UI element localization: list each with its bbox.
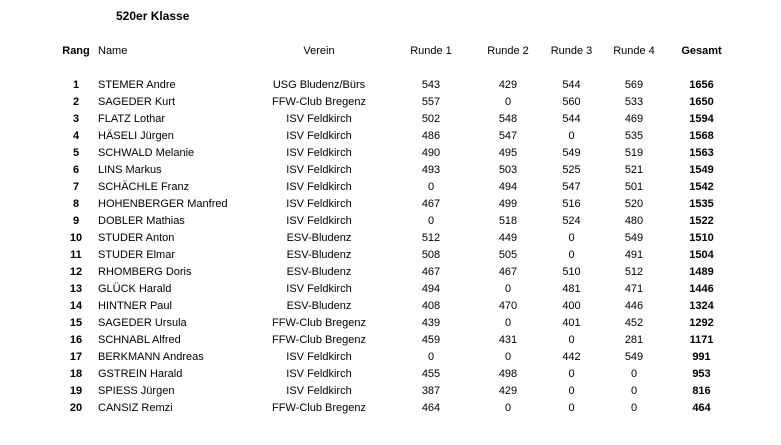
cell-runde-4: 0 (630, 401, 638, 414)
cell-name: STUDER Anton (98, 231, 175, 244)
cell-name: STEMER Andre (98, 78, 176, 91)
cell-runde-2: 449 (498, 231, 518, 244)
cell-runde-1: 0 (427, 214, 435, 227)
cell-verein: ISV Feldkirch (286, 214, 352, 227)
table-row (58, 195, 738, 212)
cell-runde-1: 494 (421, 282, 441, 295)
cell-runde-4: 535 (624, 129, 644, 142)
cell-runde-1: 0 (427, 180, 435, 193)
cell-runde-3: 0 (568, 248, 575, 261)
cell-verein: ISV Feldkirch (286, 146, 352, 159)
cell-rang: 15 (69, 316, 83, 329)
cell-rang: 8 (72, 197, 80, 210)
cell-runde-2: 431 (498, 333, 518, 346)
cell-runde-2: 0 (504, 350, 512, 363)
cell-runde-1: 493 (421, 163, 441, 176)
cell-runde-1: 408 (421, 299, 441, 312)
cell-rang: 20 (69, 401, 83, 414)
cell-rang: 12 (69, 265, 83, 278)
header-runde-2: Runde 2 (487, 45, 529, 57)
cell-name: SPIESS Jürgen (98, 384, 175, 397)
cell-runde-2: 494 (498, 180, 518, 193)
cell-runde-3: 0 (568, 333, 575, 346)
cell-runde-2: 0 (504, 95, 512, 108)
table-row (58, 229, 738, 246)
cell-runde-1: 512 (421, 231, 441, 244)
cell-verein: ISV Feldkirch (286, 163, 352, 176)
cell-runde-2: 470 (498, 299, 518, 312)
cell-runde-2: 547 (498, 129, 518, 142)
header-spacer (58, 62, 738, 76)
table-row (58, 144, 738, 161)
cell-verein: ISV Feldkirch (286, 367, 352, 380)
table-row (58, 297, 738, 314)
cell-gesamt: 1489 (689, 265, 714, 278)
cell-verein: FFW-Club Bregenz (272, 316, 366, 329)
cell-runde-2: 429 (498, 78, 518, 91)
cell-runde-3: 0 (568, 129, 575, 142)
header-runde-1: Runde 1 (410, 45, 452, 57)
cell-name: RHOMBERG Doris (98, 265, 192, 278)
cell-name: SAGEDER Ursula (98, 316, 187, 329)
cell-runde-3: 525 (562, 163, 581, 176)
cell-runde-1: 557 (421, 95, 441, 108)
cell-runde-4: 281 (624, 333, 644, 346)
cell-verein: ISV Feldkirch (286, 350, 352, 363)
cell-runde-1: 467 (421, 197, 441, 210)
cell-gesamt: 991 (692, 350, 711, 363)
cell-runde-3: 442 (562, 350, 581, 363)
cell-runde-4: 533 (624, 95, 644, 108)
table-row (58, 161, 738, 178)
cell-runde-3: 510 (562, 265, 581, 278)
cell-runde-2: 467 (498, 265, 518, 278)
cell-name: SCHÄCHLE Franz (98, 180, 190, 193)
header-row (58, 40, 738, 62)
header-rang: Rang (62, 45, 90, 57)
cell-runde-2: 548 (498, 112, 518, 125)
cell-rang: 9 (72, 214, 80, 227)
cell-runde-3: 401 (562, 316, 581, 329)
cell-verein: USG Bludenz/Bürs (272, 78, 366, 91)
cell-runde-1: 439 (421, 316, 441, 329)
cell-runde-4: 452 (624, 316, 644, 329)
cell-rang: 14 (69, 299, 83, 312)
cell-verein: ISV Feldkirch (286, 282, 352, 295)
cell-gesamt: 1446 (689, 282, 714, 295)
page-title: 520er Klasse (116, 9, 190, 23)
cell-runde-2: 503 (498, 163, 518, 176)
cell-runde-4: 480 (624, 214, 644, 227)
cell-runde-3: 481 (562, 282, 581, 295)
cell-name: GLÜCK Harald (98, 282, 172, 295)
cell-runde-3: 0 (568, 401, 575, 414)
cell-runde-4: 549 (624, 350, 644, 363)
cell-runde-1: 464 (421, 401, 441, 414)
cell-gesamt: 1324 (689, 299, 714, 312)
cell-runde-1: 490 (421, 146, 441, 159)
cell-runde-3: 0 (568, 231, 575, 244)
cell-runde-4: 0 (630, 367, 638, 380)
cell-rang: 5 (72, 146, 80, 159)
cell-rang: 1 (72, 78, 80, 91)
cell-verein: FFW-Club Bregenz (272, 333, 366, 346)
table-row (58, 331, 738, 348)
table-row (58, 127, 738, 144)
cell-runde-4: 512 (624, 265, 644, 278)
cell-gesamt: 1542 (689, 180, 714, 193)
table-body (58, 62, 738, 416)
cell-runde-2: 0 (504, 401, 512, 414)
cell-name: STUDER Elmar (98, 248, 176, 261)
cell-runde-2: 498 (498, 367, 518, 380)
cell-gesamt: 1656 (689, 78, 714, 91)
header-runde-3: Runde 3 (550, 45, 593, 57)
header-name: Name (98, 45, 128, 57)
cell-runde-3: 544 (562, 112, 581, 125)
cell-runde-2: 0 (504, 282, 512, 295)
cell-rang: 10 (69, 231, 83, 244)
cell-runde-2: 518 (498, 214, 518, 227)
cell-gesamt: 1171 (689, 333, 714, 346)
cell-rang: 6 (72, 163, 80, 176)
cell-runde-1: 543 (421, 78, 441, 91)
header-verein: Verein (303, 45, 335, 57)
table-row (58, 280, 738, 297)
cell-runde-4: 469 (624, 112, 644, 125)
table-row (58, 93, 738, 110)
cell-name: SAGEDER Kurt (98, 95, 176, 108)
cell-runde-4: 501 (624, 180, 644, 193)
cell-runde-4: 446 (624, 299, 644, 312)
cell-runde-4: 569 (624, 78, 644, 91)
cell-gesamt: 1549 (689, 163, 714, 176)
cell-verein: ESV-Bludenz (286, 231, 352, 244)
cell-rang: 17 (69, 350, 83, 363)
cell-runde-2: 0 (504, 316, 512, 329)
cell-name: BERKMANN Andreas (98, 350, 204, 363)
table-row (58, 348, 738, 365)
table-row (58, 399, 738, 416)
cell-rang: 16 (69, 333, 83, 346)
cell-name: HINTNER Paul (98, 299, 172, 312)
cell-gesamt: 1504 (689, 248, 714, 261)
cell-runde-1: 467 (421, 265, 441, 278)
table-row (58, 263, 738, 280)
cell-gesamt: 1594 (689, 112, 714, 125)
cell-runde-3: 547 (562, 180, 581, 193)
cell-rang: 19 (69, 384, 83, 397)
cell-verein: ESV-Bludenz (286, 299, 352, 312)
cell-runde-1: 508 (421, 248, 441, 261)
cell-runde-1: 502 (421, 112, 441, 125)
table-row (58, 110, 738, 127)
cell-gesamt: 464 (692, 401, 711, 414)
cell-runde-2: 495 (498, 146, 518, 159)
cell-runde-4: 521 (624, 163, 644, 176)
cell-name: DOBLER Mathias (98, 214, 185, 227)
cell-runde-1: 486 (421, 129, 441, 142)
cell-runde-3: 400 (562, 299, 581, 312)
table-row (58, 365, 738, 382)
cell-name: SCHNABL Alfred (98, 333, 181, 346)
cell-verein: ISV Feldkirch (286, 129, 352, 142)
cell-name: HOHENBERGER Manfred (98, 197, 228, 210)
cell-verein: FFW-Club Bregenz (272, 401, 366, 414)
table-row (58, 382, 738, 399)
cell-gesamt: 1650 (689, 95, 714, 108)
table-row (58, 314, 738, 331)
cell-name: HÄSELI Jürgen (98, 129, 174, 142)
cell-verein: ISV Feldkirch (286, 112, 352, 125)
table-row (58, 212, 738, 229)
cell-gesamt: 1563 (689, 146, 714, 159)
header-runde-4: Runde 4 (613, 45, 655, 57)
cell-verein: ISV Feldkirch (286, 197, 352, 210)
cell-rang: 2 (72, 95, 80, 108)
cell-verein: FFW-Club Bregenz (272, 95, 366, 108)
results-table (58, 40, 738, 416)
cell-runde-3: 549 (562, 146, 581, 159)
cell-runde-4: 491 (624, 248, 644, 261)
cell-runde-3: 0 (568, 384, 575, 397)
cell-runde-2: 505 (498, 248, 518, 261)
cell-verein: ISV Feldkirch (286, 180, 352, 193)
cell-runde-4: 520 (624, 197, 644, 210)
cell-runde-1: 459 (421, 333, 441, 346)
cell-runde-1: 0 (427, 350, 435, 363)
cell-gesamt: 1510 (689, 231, 714, 244)
cell-name: CANSIZ Remzi (98, 401, 173, 414)
table-row (58, 246, 738, 263)
cell-gesamt: 1292 (689, 316, 714, 329)
cell-runde-4: 0 (630, 384, 638, 397)
cell-name: LINS Markus (98, 163, 162, 176)
cell-name: FLATZ Lothar (98, 112, 166, 125)
cell-gesamt: 1568 (689, 129, 714, 142)
cell-name: SCHWALD Melanie (98, 146, 195, 159)
cell-runde-3: 560 (562, 95, 581, 108)
cell-runde-2: 429 (498, 384, 518, 397)
cell-verein: ISV Feldkirch (286, 384, 352, 397)
cell-runde-3: 0 (568, 367, 575, 380)
cell-runde-4: 519 (624, 146, 644, 159)
cell-gesamt: 953 (692, 367, 711, 380)
cell-rang: 7 (72, 180, 80, 193)
cell-runde-4: 549 (624, 231, 644, 244)
cell-verein: ESV-Bludenz (286, 265, 352, 278)
header-gesamt: Gesamt (681, 45, 722, 57)
cell-rang: 3 (72, 112, 80, 125)
cell-runde-2: 499 (498, 197, 518, 210)
cell-gesamt: 1522 (689, 214, 714, 227)
cell-rang: 13 (69, 282, 83, 295)
cell-rang: 11 (70, 248, 82, 261)
cell-runde-3: 544 (562, 78, 581, 91)
cell-runde-4: 471 (624, 282, 644, 295)
table-row (58, 178, 738, 195)
cell-runde-1: 455 (421, 367, 441, 380)
cell-gesamt: 816 (692, 384, 711, 397)
cell-name: GSTREIN Harald (98, 367, 183, 380)
cell-rang: 18 (69, 367, 83, 380)
cell-gesamt: 1535 (689, 197, 714, 210)
cell-runde-3: 516 (562, 197, 581, 210)
cell-runde-1: 387 (421, 384, 441, 397)
table-row (58, 76, 738, 93)
cell-runde-3: 524 (562, 214, 581, 227)
cell-rang: 4 (72, 129, 80, 142)
cell-verein: ESV-Bludenz (286, 248, 352, 261)
